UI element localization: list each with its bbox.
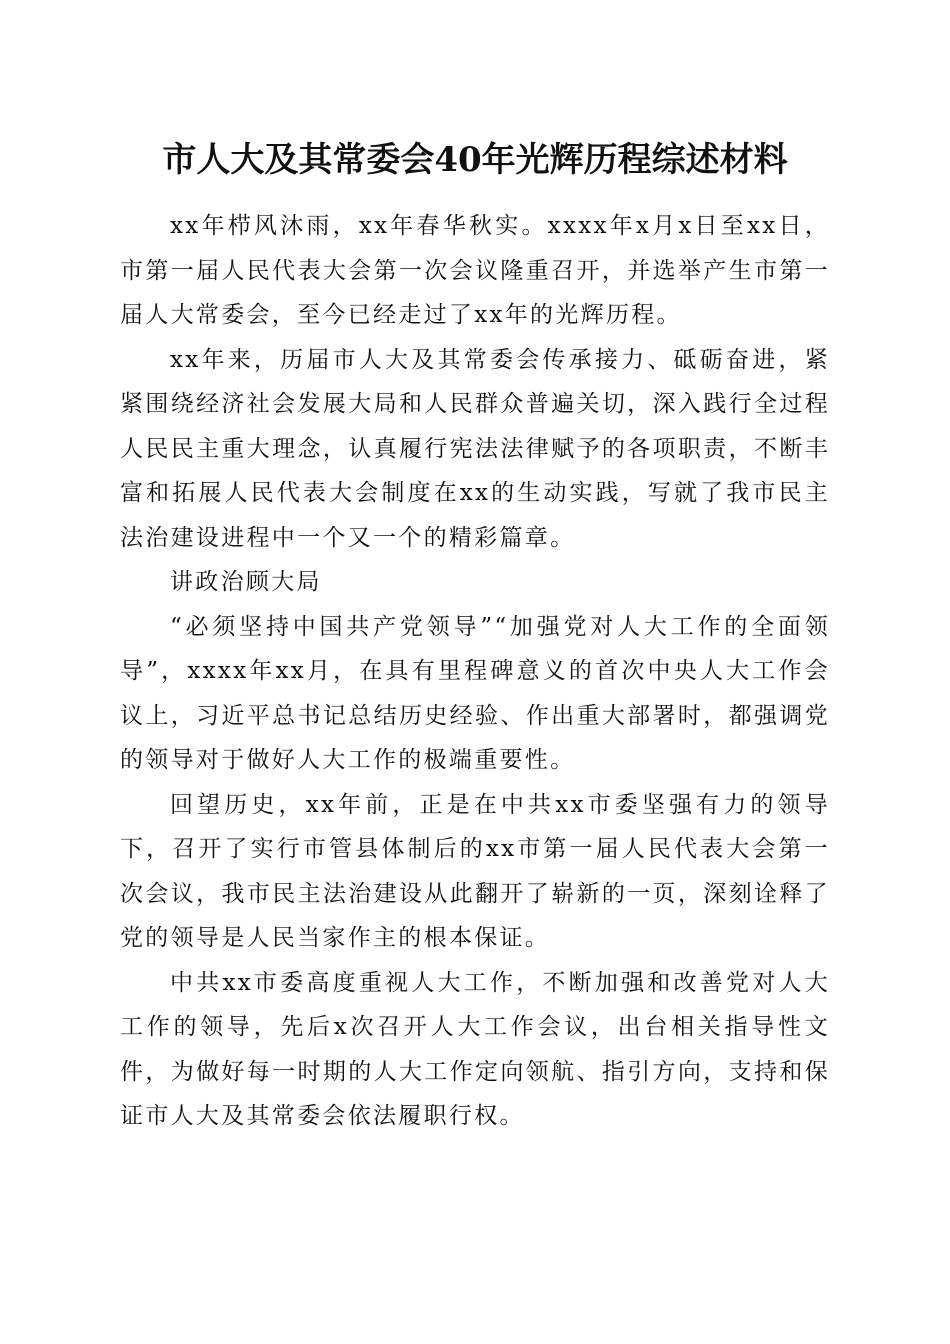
paragraph-party-leadership: “必须坚持中国共产党领导”“加强党对人大工作的全面领导”，xxxx年xx月，在具有里程碑意义的首次中央人大工作会议上，习近平总书记总结历史经验、作出重大部署时，都强调党的领导对于做好人大工作的极端重要性。 (120, 613, 830, 773)
paragraph-committee-support: 中共xx市委高度重视人大工作，不断加强和改善党对人大工作的领导，先后x次召开人大工作会议，出台相关指导性文件，为做好每一时期的人大工作定向领航、指引方向，支持和保证市人大及其常委会依法履职行权。 (120, 969, 830, 1129)
paragraph-overview: xx年来，历届市人大及其常委会传承接力、砥砺奋进，紧紧围绕经济社会发展大局和人民群众普遍关切，深入践行全过程人民民主重大理念，认真履行宪法法律赋予的各项职责，不断丰富和拓展人民代表大会制度在xx的生动实践，写就了我市民主法治建设进程中一个又一个的精彩篇章。 (120, 346, 830, 551)
document-title: 市人大及其常委会40年光辉历程综述材料 (162, 140, 788, 180)
paragraph-intro: xx年栉风沐雨，xx年春华秋实。xxxx年x月x日至xx日，市第一届人民代表大会第一次会议隆重召开，并选举产生市第一届人大常委会，至今已经走过了xx年的光辉历程。 (120, 213, 830, 328)
paragraph-history: 回望历史，xx年前，正是在中共xx市委坚强有力的领导下，召开了实行市管县体制后的xx市第一届人民代表大会第一次会议，我市民主法治建设从此翻开了崭新的一页，深刻诠释了党的领导是人民当家作主的根本保证。 (120, 791, 830, 951)
section-heading: 讲政治顾大局 (170, 569, 322, 595)
document-body (120, 204, 830, 1139)
